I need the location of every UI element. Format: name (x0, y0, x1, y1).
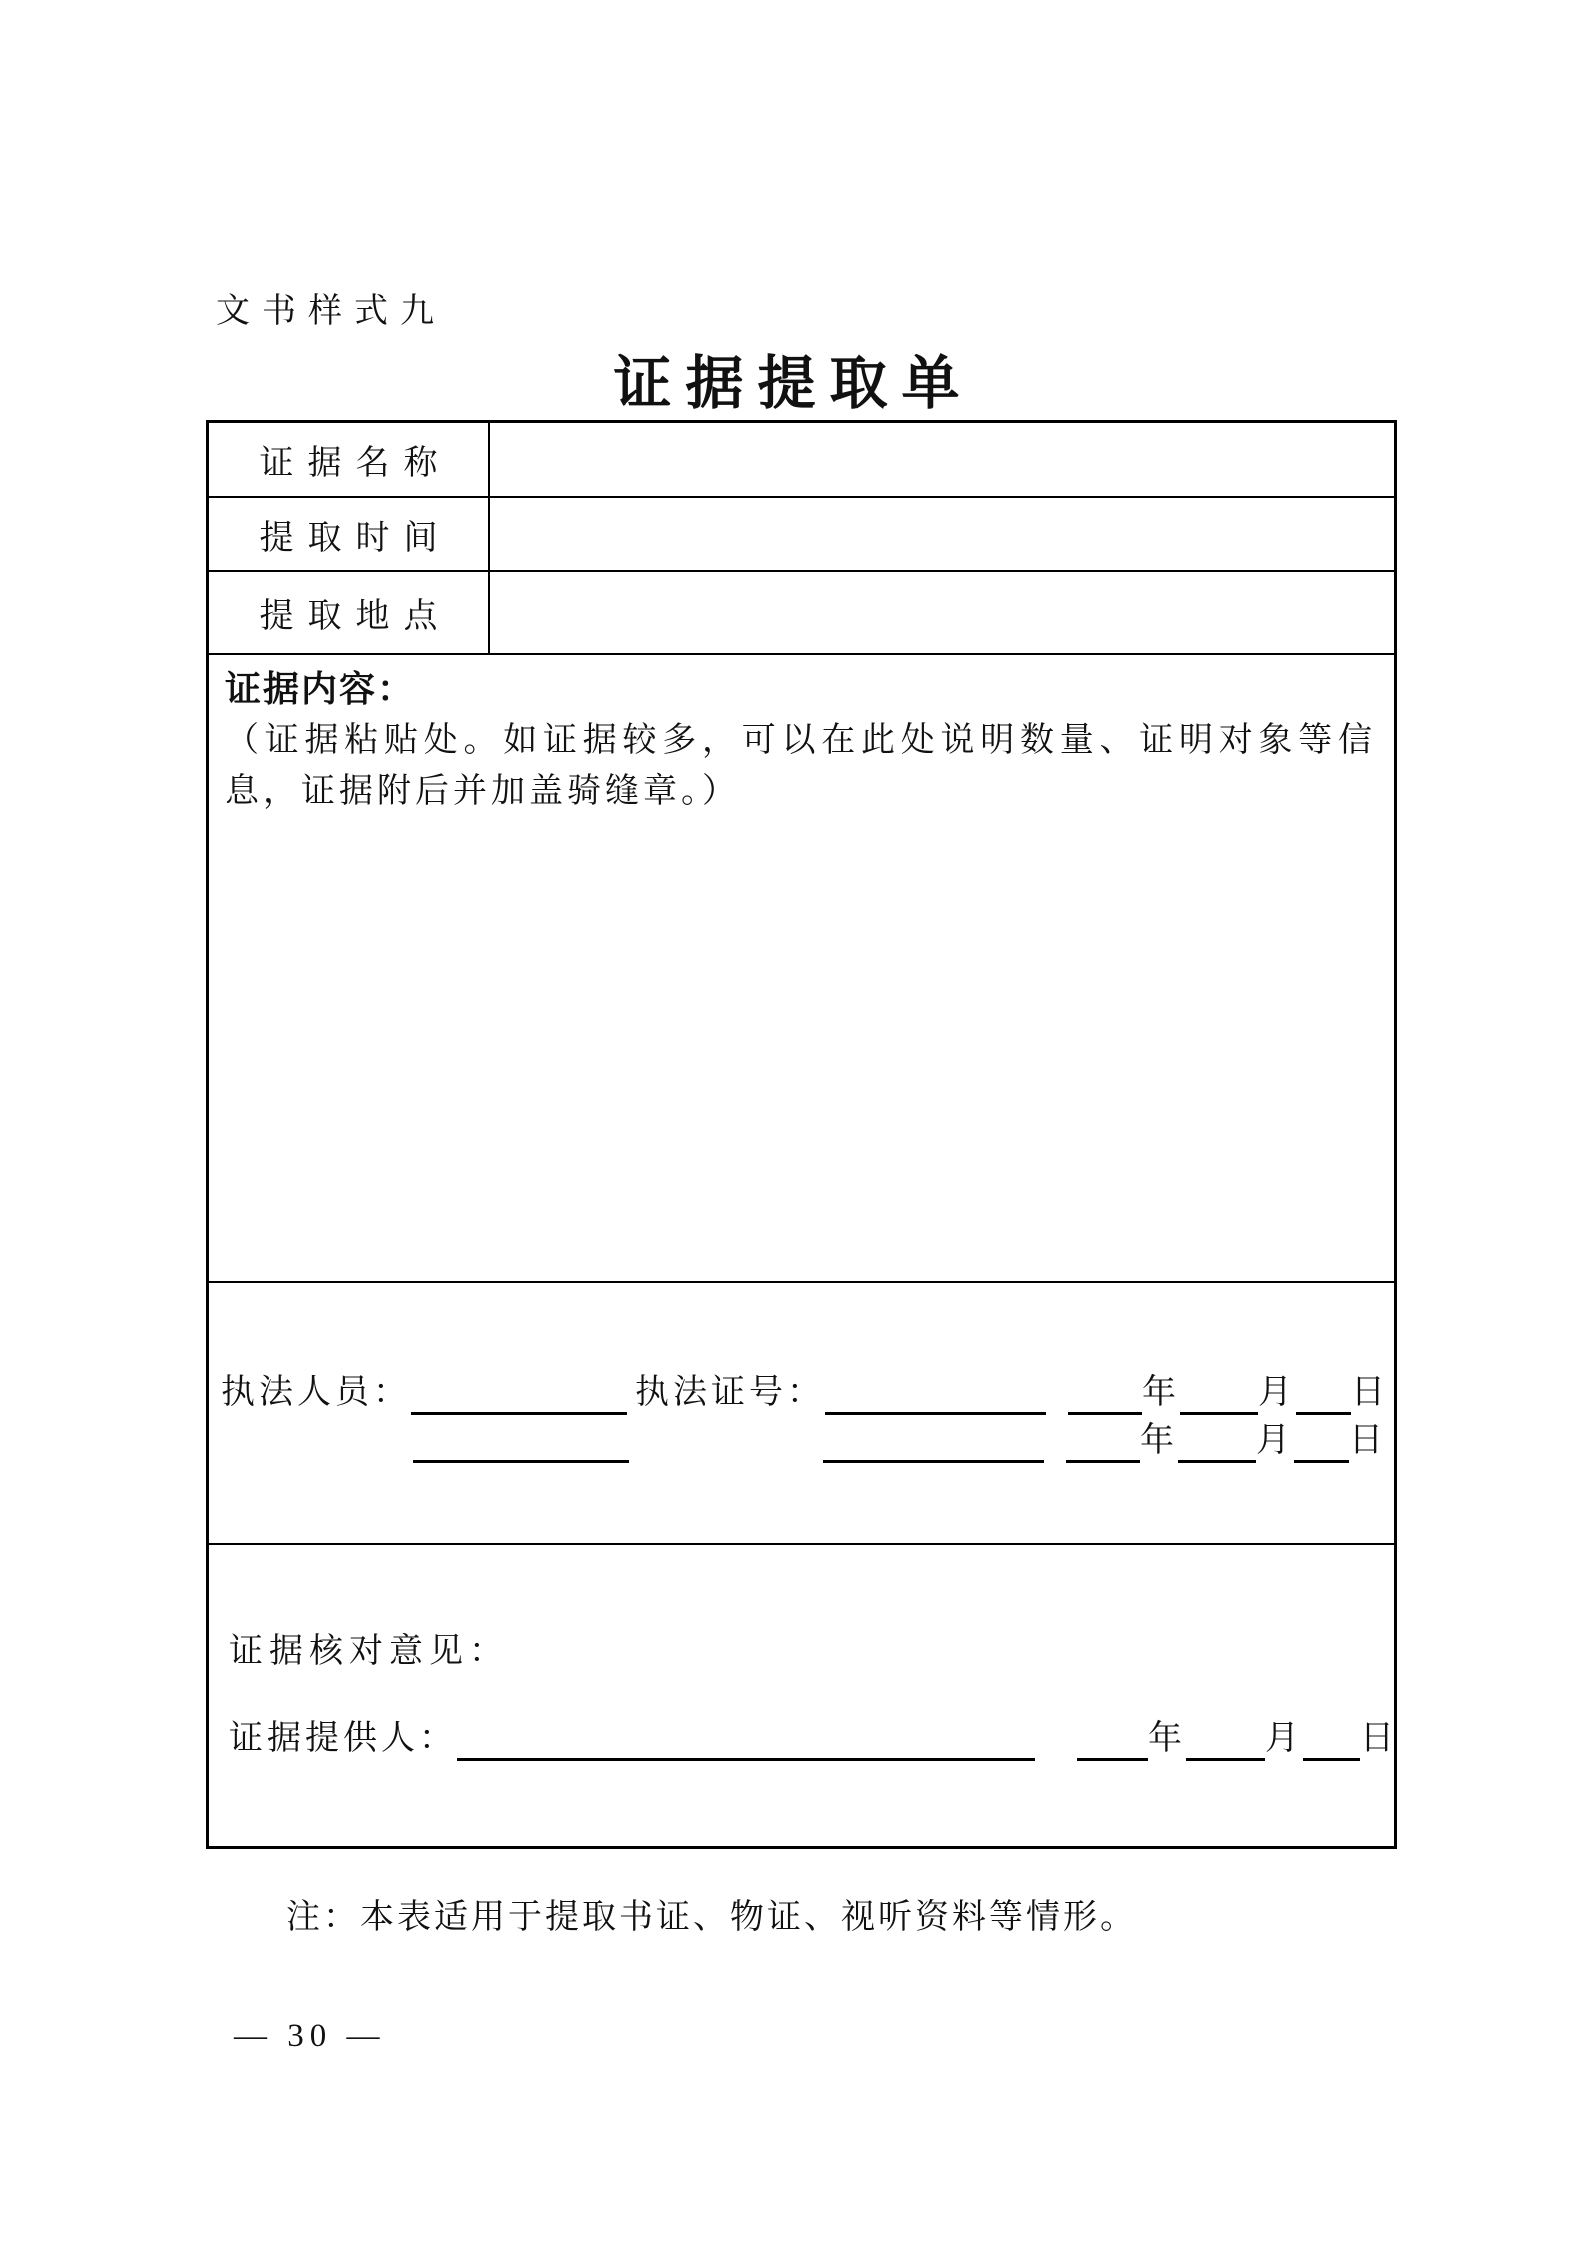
month-label: 月 (1265, 1720, 1303, 1757)
officer-line-1 (221, 1371, 1389, 1415)
year-blank (1066, 1421, 1140, 1463)
month-blank (1178, 1421, 1256, 1463)
table-row (209, 498, 1394, 572)
year-label: 年 (1142, 1374, 1180, 1411)
table-row (209, 572, 1394, 655)
evidence-content-heading: 证据内容： (225, 668, 416, 709)
day-label: 日 (1349, 1422, 1387, 1459)
evidence-content-section (209, 655, 1394, 1283)
day-blank (1303, 1719, 1360, 1761)
row-value-extraction-place (490, 572, 1394, 653)
month-blank (1186, 1719, 1265, 1761)
day-label: 日 (1351, 1374, 1389, 1411)
usage-footnote: 注：本表适用于提取书证、物证、视听资料等情形。 (286, 1899, 1137, 1936)
provider-name-blank (457, 1719, 1035, 1761)
doc-style-label: 文书样式九 (216, 293, 446, 330)
review-opinion-label: 证据核对意见： (229, 1633, 509, 1670)
year-label: 年 (1148, 1720, 1186, 1757)
month-label: 月 (1258, 1374, 1296, 1411)
row-label-extraction-time: 提取时间 (209, 498, 490, 570)
row-label-extraction-place: 提取地点 (209, 572, 490, 653)
row-value-evidence-name (490, 423, 1394, 496)
cert-number-label: 执法证号： (635, 1374, 825, 1411)
row-label-evidence-name: 证据名称 (209, 423, 490, 496)
evidence-content-placeholder: （证据粘贴处。如证据较多，可以在此处说明数量、证明对象等信息，证据附后并加盖骑缝章。） (225, 722, 1376, 810)
page-number: — 30 — (234, 2018, 386, 2054)
page-title: 证据提取单 (613, 351, 974, 416)
cert-number-blank (823, 1421, 1044, 1463)
cert-number-blank (825, 1373, 1046, 1415)
provider-label: 证据提供人： (229, 1720, 457, 1757)
row-value-extraction-time (490, 498, 1394, 570)
year-label: 年 (1140, 1422, 1178, 1459)
day-blank (1294, 1421, 1349, 1463)
year-blank (1068, 1373, 1142, 1415)
day-blank (1296, 1373, 1351, 1415)
table-row (209, 423, 1394, 498)
officer-name-blank (411, 1373, 627, 1415)
month-label: 月 (1256, 1422, 1294, 1459)
evidence-review-section (209, 1545, 1398, 1846)
month-blank (1180, 1373, 1258, 1415)
provider-line (229, 1717, 1398, 1761)
year-blank (1077, 1719, 1148, 1761)
evidence-form-table (206, 420, 1397, 1849)
officer-label: 执法人员： (221, 1374, 411, 1411)
day-label: 日 (1360, 1720, 1398, 1757)
officer-signature-section (209, 1283, 1394, 1545)
officer-line-2 (221, 1419, 1387, 1463)
officer-name-blank (413, 1421, 629, 1463)
